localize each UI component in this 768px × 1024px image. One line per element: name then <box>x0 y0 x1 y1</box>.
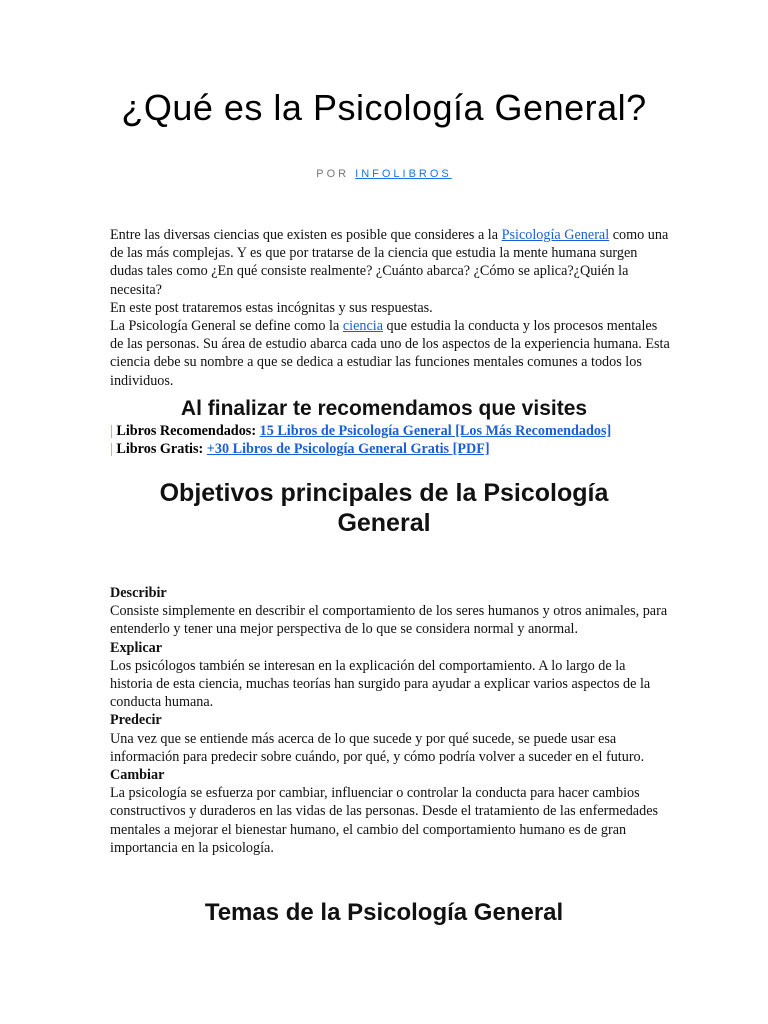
objective-term: Predecir <box>110 712 162 729</box>
intro-paragraph-3 <box>110 317 670 390</box>
objective-description: Consiste simplemente en describir el comportamiento de los seres humanos y otros animales, para entenderlo y tener una mejor perspectiva de lo que se considera normal y anormal. <box>110 603 668 638</box>
recommend-label: Libros Recomendados: <box>116 423 257 439</box>
objective-description: La psicología se esfuerza por cambiar, influenciar o controlar la conducta para hacer cambios constructivos y duraderos en las vidas de las personas. Desde el tratamiento de las enfermedades mentales a mejorar el bienestar humano, el cambio del comportamiento humano es de gran importancia en la psicología. <box>110 785 659 856</box>
intro-text: La Psicología General se define como la <box>110 318 343 335</box>
recommended-books-link[interactable]: 15 Libros de Psicología General [Los Más Recomendados] <box>259 423 612 439</box>
intro-paragraph-1 <box>110 226 670 299</box>
intro-text: Entre las diversas ciencias que existen es posible que consideres a la <box>110 227 502 243</box>
free-books-link[interactable]: +30 Libros de Psicología General Gratis [PDF] <box>206 441 490 458</box>
orange-bar: | <box>110 441 113 458</box>
topics-heading: Temas de la Psicología General <box>204 899 564 926</box>
byline-prefix: POR <box>316 168 350 180</box>
objective-description: Los psicólogos también se interesan en la explicación del comportamiento. A lo largo de la historia de esta ciencia, muchas teorías han surgido para ayudar a explicar varios aspectos de la conducta humana. <box>110 657 651 711</box>
author-link[interactable]: INFOLIBROS <box>355 168 452 180</box>
recommend-item-books <box>110 422 670 440</box>
recommend-heading: Al finalizar te recomendamos que visites <box>180 397 588 420</box>
recommend-item-free <box>110 440 670 458</box>
objectives-list <box>110 584 670 857</box>
objective-term: Describir <box>110 585 167 601</box>
objective-term: Cambiar <box>110 767 165 784</box>
intro-text: que estudia la conducta y los procesos mentales de las personas. Su área de estudio abarca cada uno de los aspectos de la experiencia humana. Esta ciencia debe su nombre a que se dedica a estudiar las funciones mentales comunes a todos los individuos. <box>110 318 670 389</box>
objectives-heading: Objetivos principales de la Psicología General <box>159 479 609 537</box>
psicologia-general-link[interactable]: Psicología General <box>501 227 610 243</box>
objective-description: Una vez que se entiende más acerca de lo que sucede y por qué sucede, se puede usar esa información para predecir sobre cuándo, por qué, y cómo podría volver a suceder en el futuro. <box>110 730 645 765</box>
objective-term: Explicar <box>110 639 163 656</box>
byline <box>0 168 768 180</box>
intro-text: como una de las más complejas. Y es que por tratarse de la ciencia que estudia la mente humana surgen dudas tales como ¿En qué consiste realmente? ¿Cuánto abarca? ¿Cómo se aplica?¿Quién la necesita? <box>110 227 669 298</box>
intro-section <box>110 226 670 390</box>
recommend-label: Libros Gratis: <box>116 441 204 458</box>
ciencia-link[interactable]: ciencia <box>342 318 383 335</box>
recommend-list <box>110 422 670 458</box>
page-title: ¿Qué es la Psicología General? <box>121 87 647 128</box>
orange-bar: | <box>110 423 113 439</box>
intro-paragraph-2: En este post trataremos estas incógnitas y sus respuestas. <box>110 299 433 316</box>
